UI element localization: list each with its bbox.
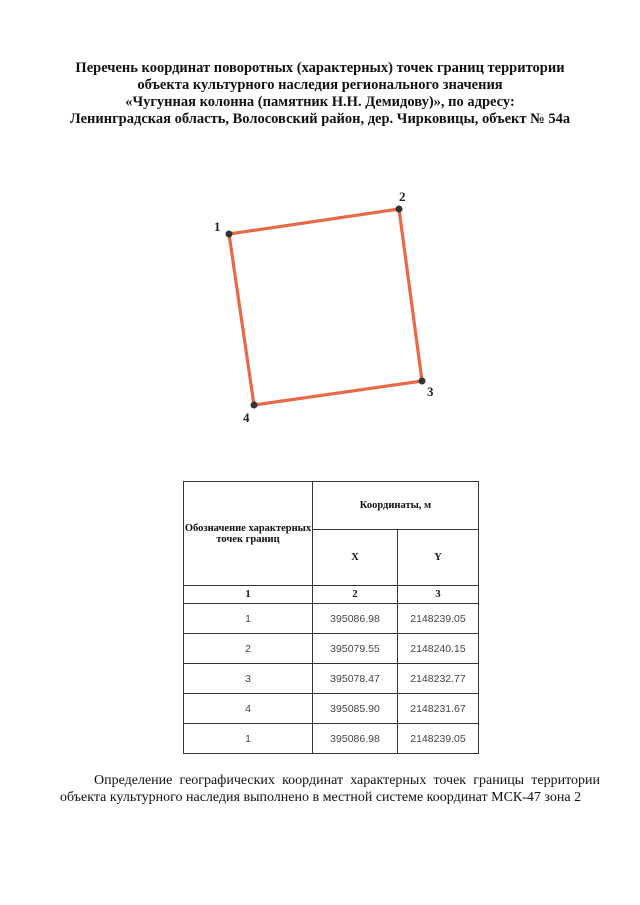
cell-point: 3: [184, 664, 313, 694]
title-line-1: Перечень координат поворотных (характерных) точек границ территории: [75, 60, 565, 76]
header-x: X: [313, 530, 398, 586]
header-designation: Обозначение характерных точек границ: [184, 482, 313, 586]
table-row: [184, 664, 479, 694]
cell-x: 395079.55: [313, 634, 398, 664]
boundary-point-1: [226, 231, 233, 238]
table-row: [184, 724, 479, 754]
boundary-polygon: [229, 209, 422, 405]
header-coordinates: Координаты, м: [313, 482, 479, 530]
table-row: [184, 604, 479, 634]
title-line-3: «Чугунная колонна (памятник Н.Н. Демидову)», по адресу:: [125, 94, 515, 110]
cell-y: 2148231.67: [398, 694, 479, 724]
cell-y: 2148239.05: [398, 724, 479, 754]
boundary-diagram: [0, 180, 640, 440]
column-number-3: 3: [398, 586, 479, 604]
boundary-point-2: [396, 206, 403, 213]
title-line-4: Ленинградская область, Волосовский район, дер. Чирковицы, объект № 54а: [69, 111, 571, 127]
column-number-1: 1: [184, 586, 313, 604]
cell-y: 2148239.05: [398, 604, 479, 634]
cell-x: 395078.47: [313, 664, 398, 694]
column-number-2: 2: [313, 586, 398, 604]
point-label-3: 3: [427, 384, 434, 399]
header-y: Y: [398, 530, 479, 586]
cell-y: 2148232.77: [398, 664, 479, 694]
note-paragraph: Определение географических координат характерных точек границы территории объекта культурного наследия выполнено в местной системе координат МСК-47 зона 2: [60, 773, 600, 805]
cell-y: 2148240.15: [398, 634, 479, 664]
title-line-2: объекта культурного наследия регионального значения: [137, 77, 503, 93]
cell-point: 1: [184, 604, 313, 634]
table-row: [184, 634, 479, 664]
cell-x: 395086.98: [313, 724, 398, 754]
point-label-2: 2: [399, 189, 406, 204]
table-row: [184, 694, 479, 724]
cell-point: 2: [184, 634, 313, 664]
cell-point: 1: [184, 724, 313, 754]
document-title: [40, 60, 600, 128]
coordinates-table: [183, 481, 479, 754]
cell-point: 4: [184, 694, 313, 724]
point-label-1: 1: [214, 219, 221, 234]
cell-x: 395085.90: [313, 694, 398, 724]
point-label-4: 4: [243, 410, 250, 425]
boundary-point-4: [251, 402, 258, 409]
boundary-point-3: [419, 378, 426, 385]
cell-x: 395086.98: [313, 604, 398, 634]
